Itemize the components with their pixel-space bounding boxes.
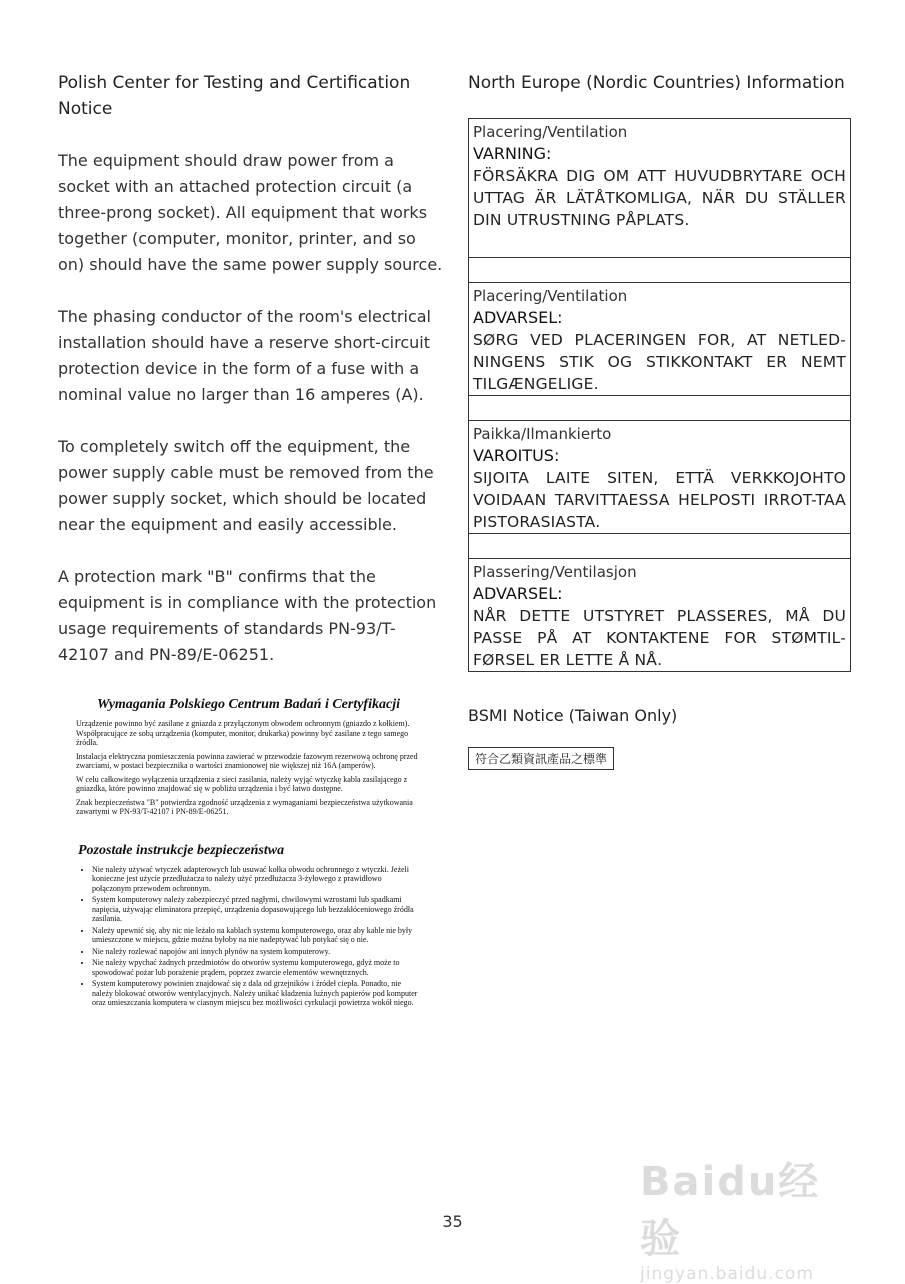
watermark-url: jingyan.baidu.com: [640, 1264, 814, 1284]
box-warning-text: SØRG VED PLACERINGEN FOR, AT NETLED-NINGENS STIK OG STIKKONTAKT ER NEMT TILGÆNGELIGE.: [473, 331, 846, 393]
box-warning-label: VARNING:: [473, 144, 552, 163]
scan-bullet: • Nie należy wpychać żadnych przedmiotów do otworów systemu komputerowego, gdyż może to spowodować pożar lub porażenie prądem, poprzez zwarcie elementów wewnętrznych.: [92, 958, 421, 977]
scan-bullet: • System komputerowy należy zabezpieczyć przed nagłymi, chwilowymi wzrostami lub spadkami napięcia, używając eliminatora przepięć, urządzenia dopasowującego lub bezzakłóceniowego źródła zasilania.: [92, 895, 421, 924]
nordic-notice-table: [468, 118, 851, 672]
nordic-box-danish: [469, 283, 850, 396]
box-placement-label: Placering/Ventilation: [473, 123, 628, 141]
box-placement-label: Paikka/Ilmankierto: [473, 425, 612, 443]
nordic-box-swedish: [469, 119, 850, 258]
nordic-heading: North Europe (Nordic Countries) Information: [468, 73, 845, 93]
nordic-box-norwegian: [469, 559, 850, 671]
paragraph-fuse: The phasing conductor of the room's electrical installation should have a reserve short-circuit protection device in the form of a fuse with a nominal value no larger than 16 amperes (A).: [58, 307, 431, 404]
left-column: [58, 70, 443, 694]
bsmi-standard-label: 符合乙類資訊產品之標準: [468, 747, 614, 770]
polish-requirements-scan: [76, 697, 421, 1010]
scan-bullet-list: [76, 865, 421, 1008]
table-spacer-row: [469, 396, 850, 421]
scan-paragraph: Znak bezpieczeństwa "B" potwierdza zgodność urządzenia z wymaganiami bezpieczeństwa użytkowania zawartymi w PN-93/T-42107 i PN-89/E-06251.: [76, 797, 413, 816]
box-warning-text: SIJOITA LAITE SITEN, ETTÄ VERKKOJOHTO VOIDAAN TARVITTAESSA HELPOSTI IRROT-TAA PISTORASIASTA.: [473, 469, 846, 531]
paragraph-protection-mark: A protection mark "B" confirms that the equipment is in compliance with the protection usage requirements of standards PN-93/T-42107 and PN-89/E-06251.: [58, 567, 437, 664]
box-warning-label: VAROITUS:: [473, 446, 560, 465]
box-warning-label: ADVARSEL:: [473, 584, 563, 603]
scan-paragraph: Urządzenie powinno być zasilane z gniazda z przyłączonym obwodem ochronnym (gniazdo z kołkiem). Współpracujące ze sobą urządzenia (komputer, monitor, drukarka) powinny być zasilane z tego samego źródła.: [76, 719, 410, 747]
page-number: 35: [442, 1212, 463, 1231]
scan-title-requirements: Wymagania Polskiego Centrum Badań i Certyfikacji: [97, 697, 400, 712]
box-warning-text: NÅR DETTE UTSTYRET PLASSERES, MÅ DU PASSE PÅ AT KONTAKTENE FOR STØMTIL-FØRSEL ER LETTE Å NÅ.: [473, 607, 846, 669]
scan-paragraph: W celu całkowitego wyłączenia urządzenia z sieci zasilania, należy wyjąć wtyczkę kabla zasilającego z gniazdka, które powinno znajdować się w pobliżu urządzenia i być łatwo dostępne.: [76, 774, 408, 793]
scan-title-other-instructions: Pozostałe instrukcje bezpieczeństwa: [78, 842, 285, 858]
scan-bullet: • System komputerowy powinien znajdować się z dala od grzejników i źródeł ciepła. Ponadto, nie należy blokować otworów wentylacyjnych. Należy unikać kładzenia luźnych papierów pod komputer oraz umieszczania komputera w ciasnym miejscu bez możliwości cyrkulacji powietrza wokół niego.: [92, 979, 421, 1008]
paragraph-switch-off: To completely switch off the equipment, the power supply cable must be removed from the power supply socket, which should be located near the equipment and easily accessible.: [58, 437, 434, 534]
right-column: [468, 70, 851, 770]
scan-bullet: • Należy upewnić się, aby nic nie leżało na kablach systemu komputerowego, oraz aby kable nie były umieszczone w miejscu, gdzie można byłoby na nie nadeptywać lub potykać się o nie.: [92, 926, 421, 945]
box-warning-label: ADVARSEL:: [473, 308, 563, 327]
box-placement-label: Placering/Ventilation: [473, 287, 628, 305]
paragraph-power-socket: The equipment should draw power from a socket with an attached protection circuit (a three-prong socket). All equipment that works together (computer, monitor, printer, and so on) should have the same power supply source.: [58, 151, 443, 274]
scan-paragraph: Instalacja elektryczna pomieszczenia powinna zawierać w przewodzie fazowym rezerwową ochronę przed zwarciami, w postaci bezpiecznika o wartości znamionowej nie większej niż 16A (amperów).: [76, 751, 418, 770]
nordic-box-finnish: [469, 421, 850, 534]
polish-notice-heading: Polish Center for Testing and Certification Notice: [58, 73, 411, 119]
box-placement-label: Plassering/Ventilasjon: [473, 563, 637, 581]
box-warning-text: FÖRSÄKRA DIG OM ATT HUVUDBRYTARE OCH UTTAG ÄR LÄTÅTKOMLIGA, NÄR DU STÄLLER DIN UTRUSTNING PÅPLATS.: [473, 167, 846, 229]
bsmi-heading: BSMI Notice (Taiwan Only): [468, 706, 678, 725]
scan-bullet: • Nie należy używać wtyczek adapterowych lub usuwać kołka obwodu ochronnego z wtyczki. Jeżeli konieczne jest użycie przedłużacza to należy użyć przedłużacza 3-żyłowego z prawidłowo połączonym przewodem ochronnym.: [92, 865, 421, 894]
scan-bullet: • Nie należy rozlewać napojów ani innych płynów na system komputerowy.: [92, 947, 421, 957]
table-spacer-row: [469, 258, 850, 283]
watermark-logo-text: Baidu经验: [640, 1159, 821, 1262]
table-spacer-row: [469, 534, 850, 559]
